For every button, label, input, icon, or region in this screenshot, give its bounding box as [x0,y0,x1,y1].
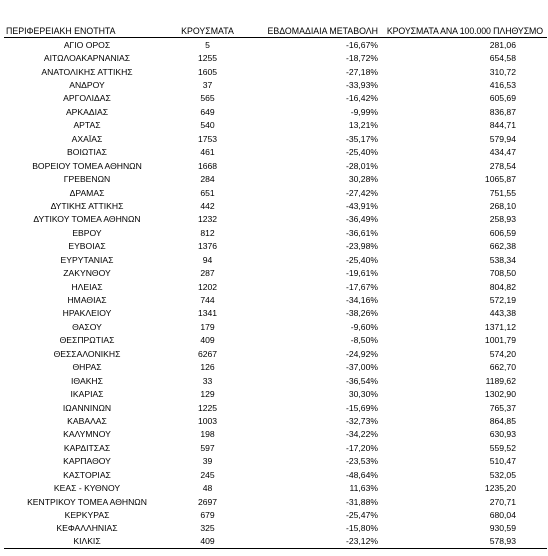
weekly-change-value: -35,17% [345,133,378,144]
region-name: ΔΥΤΙΚΗΣ ΑΤΤΙΚΗΣ [50,200,124,211]
cases-value: 565 [200,93,215,104]
region-name: ΔΡΑΜΑΣ [69,187,105,198]
cases-per-100k-value: 278,54 [489,160,516,171]
region-name: ΚΕΦΑΛΛΗΝΙΑΣ [56,523,118,534]
weekly-change-value: -16,67% [345,39,378,50]
weekly-change-value: -18,72% [345,53,378,64]
cases-value: 1202 [197,281,218,292]
cases-per-100k-value: 1065,87 [484,174,516,185]
cases-per-100k-value: 270,71 [489,496,516,507]
table-row [4,374,547,387]
cases-per-100k-value: 630,93 [489,429,516,440]
cases-per-100k-value: 836,87 [489,106,516,117]
region-name: ΚΑΛΥΜΝΟΥ [63,429,111,440]
cases-value: 1376 [197,241,218,252]
table-row [4,361,547,374]
region-name: ΑΧΑΪΑΣ [71,133,103,144]
cases-value: 1003 [197,415,218,426]
table-row [4,92,547,105]
weekly-change-value: -15,80% [345,523,378,534]
cases-value: 744 [200,295,215,306]
weekly-change-value: -23,12% [345,536,378,547]
cases-value: 540 [200,120,215,131]
weekly-change-value: -17,67% [345,281,378,292]
table-row [4,78,547,91]
cases-value: 284 [200,174,215,185]
weekly-change-value: 11,63% [349,483,378,494]
table-row [4,199,547,212]
table-row [4,495,547,508]
weekly-change-value: -32,73% [345,415,378,426]
weekly-change-value: 30,30% [348,389,378,400]
cases-value: 442 [200,200,215,211]
table-row [4,334,547,347]
header-regional-unit: ΠΕΡΙΦΕΡΕΙΑΚΗ ΕΝΟΤΗΤΑ [6,26,116,36]
cases-value: 129 [200,389,215,400]
table-row [4,159,547,172]
weekly-change-value: -36,61% [345,227,378,238]
cases-per-100k-value: 572,19 [489,295,516,306]
cases-value: 1668 [197,160,218,171]
cases-per-100k-value: 416,53 [489,80,516,91]
cases-per-100k-value: 443,38 [489,308,516,319]
cases-value: 2697 [197,496,218,507]
table-row [4,387,547,400]
table-row [4,293,547,306]
table-row [4,65,547,78]
table-row [4,240,547,253]
region-name: ΙΩΑΝΝΙΝΩΝ [62,402,112,413]
weekly-change-value: -43,91% [345,200,378,211]
table-row [4,455,547,468]
cases-per-100k-value: 538,34 [489,254,516,265]
table-row [4,172,547,185]
table-row [4,307,547,320]
cases-value: 1753 [197,133,218,144]
weekly-change-value: -25,40% [345,147,378,158]
weekly-change-value: -27,42% [345,187,378,198]
region-name: ΒΟΙΩΤΙΑΣ [67,147,107,158]
region-name: ΙΚΑΡΙΑΣ [70,389,104,400]
cases-per-100k-value: 605,69 [489,93,516,104]
table-row [4,38,547,51]
region-name: ΔΥΤΙΚΟΥ ΤΟΜΕΑ ΑΘΗΝΩΝ [33,214,141,225]
table-row [4,51,547,64]
region-name: ΙΘΑΚΗΣ [71,375,103,386]
weekly-change-value: -9,99% [350,106,378,117]
region-name: ΑΡΤΑΣ [73,120,101,131]
table-row [4,414,547,427]
weekly-change-value: 30,28% [348,174,378,185]
weekly-change-value: -36,54% [345,375,378,386]
cases-value: 33 [202,375,213,386]
cases-per-100k-value: 578,93 [489,536,516,547]
cases-per-100k-value: 844,71 [489,120,516,131]
cases-value: 1225 [197,402,218,413]
cases-per-100k-value: 654,58 [489,53,516,64]
cases-per-100k-value: 532,05 [489,469,516,480]
table-row [4,481,547,494]
region-name: ΑΡΚΑΔΙΑΣ [65,106,109,117]
region-name: ΑΓΙΟ ΟΡΟΣ [63,39,111,50]
weekly-change-value: -9,60% [350,321,378,332]
weekly-change-value: -33,93% [345,80,378,91]
cases-per-100k-value: 708,50 [489,268,516,279]
cases-per-100k-value: 804,82 [489,281,516,292]
table-row [4,119,547,132]
table-row [4,522,547,535]
cases-value: 679 [200,510,215,521]
region-name: ΘΗΡΑΣ [72,362,102,373]
region-name: ΚΑΣΤΟΡΙΑΣ [63,469,111,480]
cases-value: 37 [202,80,213,91]
cases-value: 597 [200,442,215,453]
cases-value: 48 [202,483,213,494]
region-name: ΚΙΛΚΙΣ [73,536,101,547]
region-name: ΗΜΑΘΙΑΣ [67,295,107,306]
weekly-change-value: -48,64% [345,469,378,480]
table-row [4,535,547,548]
weekly-change-value: -16,42% [345,93,378,104]
header-cases-per-100k: ΚΡΟΥΣΜΑΤΑ ΑΝΑ 100.000 ΠΛΗΘΥΣΜΟ [386,26,543,36]
table-row [4,468,547,481]
weekly-change-value: -28,01% [345,160,378,171]
region-name: ΚΑΡΔΙΤΣΑΣ [63,442,111,453]
region-name: ΚΕΡΚΥΡΑΣ [64,510,110,521]
header-weekly-change: ΕΒΔΟΜΑΔΙΑΙΑ ΜΕΤΑΒΟΛΗ [267,26,378,36]
region-name: ΚΑΒΑΛΑΣ [67,415,107,426]
weekly-change-value: -38,26% [345,308,378,319]
region-name: ΕΒΡΟΥ [72,227,102,238]
cases-value: 287 [200,268,215,279]
cases-per-100k-value: 930,59 [489,523,516,534]
cases-per-100k-value: 606,59 [489,227,516,238]
cases-value: 5 [205,39,210,50]
region-name: ΖΑΚΥΝΘΟΥ [63,268,111,279]
weekly-change-value: -23,98% [345,241,378,252]
cases-per-100k-value: 1235,20 [484,483,516,494]
table-body [4,38,547,549]
cases-value: 461 [200,147,215,158]
weekly-change-value: -8,50% [350,335,378,346]
region-name: ΘΕΣΣΑΛΟΝΙΚΗΣ [53,348,121,359]
cases-value: 1605 [197,66,218,77]
cases-per-100k-value: 1001,79 [484,335,516,346]
table-row [4,253,547,266]
weekly-change-value: -19,61% [345,268,378,279]
table-row [4,441,547,454]
cases-per-100k-value: 510,47 [489,456,516,467]
region-name: ΑΡΓΟΛΙΔΑΣ [63,93,111,104]
cases-per-100k-value: 1371,12 [484,321,516,332]
weekly-change-value: -17,20% [345,442,378,453]
cases-per-100k-value: 765,37 [489,402,516,413]
cases-per-100k-value: 680,04 [489,510,516,521]
table-row [4,213,547,226]
region-name: ΚΑΡΠΑΘΟΥ [63,456,111,467]
table-row [4,280,547,293]
cases-per-100k-value: 579,94 [489,133,516,144]
region-name: ΓΡΕΒΕΝΩΝ [63,174,111,185]
cases-value: 126 [200,362,215,373]
cases-value: 179 [200,321,215,332]
weekly-change-value: -25,47% [345,510,378,521]
cases-value: 245 [200,469,215,480]
region-name: ΑΝΔΡΟΥ [69,80,105,91]
region-name: ΘΕΣΠΡΩΤΙΑΣ [59,335,115,346]
cases-per-100k-value: 1189,62 [485,375,516,386]
cases-value: 198 [200,429,215,440]
cases-value: 409 [200,536,215,547]
region-name: ΚΕΝΤΡΙΚΟΥ ΤΟΜΕΑ ΑΘΗΝΩΝ [27,496,147,507]
cases-value: 6267 [197,348,218,359]
cases-per-100k-value: 268,10 [489,200,516,211]
weekly-change-value: -37,00% [345,362,378,373]
table-row [4,266,547,279]
region-name: ΚΕΑΣ - ΚΥΘΝΟΥ [53,483,121,494]
cases-value: 1255 [197,53,218,64]
cases-per-100k-value: 281,06 [489,39,516,50]
cases-per-100k-value: 864,85 [489,415,516,426]
cases-per-100k-value: 751,55 [489,187,516,198]
weekly-change-value: 13,21% [348,120,378,131]
cases-per-100k-value: 310,72 [489,66,516,77]
cases-per-100k-value: 258,93 [489,214,516,225]
weekly-change-value: -25,40% [345,254,378,265]
weekly-change-value: -15,69% [345,402,378,413]
region-name: ΕΥΒΟΙΑΣ [68,241,106,252]
cases-value: 94 [202,254,213,265]
cases-value: 325 [200,523,215,534]
weekly-change-value: -36,49% [345,214,378,225]
weekly-change-value: -27,18% [345,66,378,77]
cases-value: 39 [202,456,213,467]
region-name: ΒΟΡΕΙΟΥ ΤΟΜΕΑ ΑΘΗΝΩΝ [32,160,142,171]
cases-value: 649 [200,106,215,117]
region-name: ΗΛΕΙΑΣ [71,281,103,292]
cases-value: 1341 [197,308,218,319]
table-row [4,132,547,145]
weekly-change-value: -31,88% [345,496,378,507]
table-row [4,347,547,360]
cases-value: 1232 [197,214,218,225]
cases-per-100k-value: 662,38 [489,241,516,252]
table-row [4,320,547,333]
cases-value: 651 [200,187,215,198]
region-name: ΑΝΑΤΟΛΙΚΗΣ ΑΤΤΙΚΗΣ [41,66,133,77]
cases-per-100k-value: 574,20 [489,348,516,359]
covid-cases-table [4,25,547,549]
table-row [4,508,547,521]
cases-per-100k-value: 1302,90 [484,389,516,400]
cases-per-100k-value: 434,47 [489,147,516,158]
region-name: ΑΙΤΩΛΟΑΚΑΡΝΑΝΙΑΣ [43,53,131,64]
table-row [4,428,547,441]
region-name: ΕΥΡΥΤΑΝΙΑΣ [60,254,114,265]
cases-per-100k-value: 662,70 [489,362,516,373]
table-header [4,25,547,38]
table-row [4,186,547,199]
cases-per-100k-value: 559,52 [489,442,516,453]
weekly-change-value: -34,16% [345,295,378,306]
table-row [4,105,547,118]
region-name: ΗΡΑΚΛΕΙΟΥ [62,308,112,319]
cases-value: 409 [200,335,215,346]
weekly-change-value: -24,92% [345,348,378,359]
weekly-change-value: -34,22% [345,429,378,440]
region-name: ΘΑΣΟΥ [72,321,102,332]
weekly-change-value: -23,53% [345,456,378,467]
table-row [4,226,547,239]
cases-value: 812 [200,227,215,238]
table-row [4,401,547,414]
table-row [4,146,547,159]
header-cases: ΚΡΟΥΣΜΑΤΑ [181,26,234,36]
